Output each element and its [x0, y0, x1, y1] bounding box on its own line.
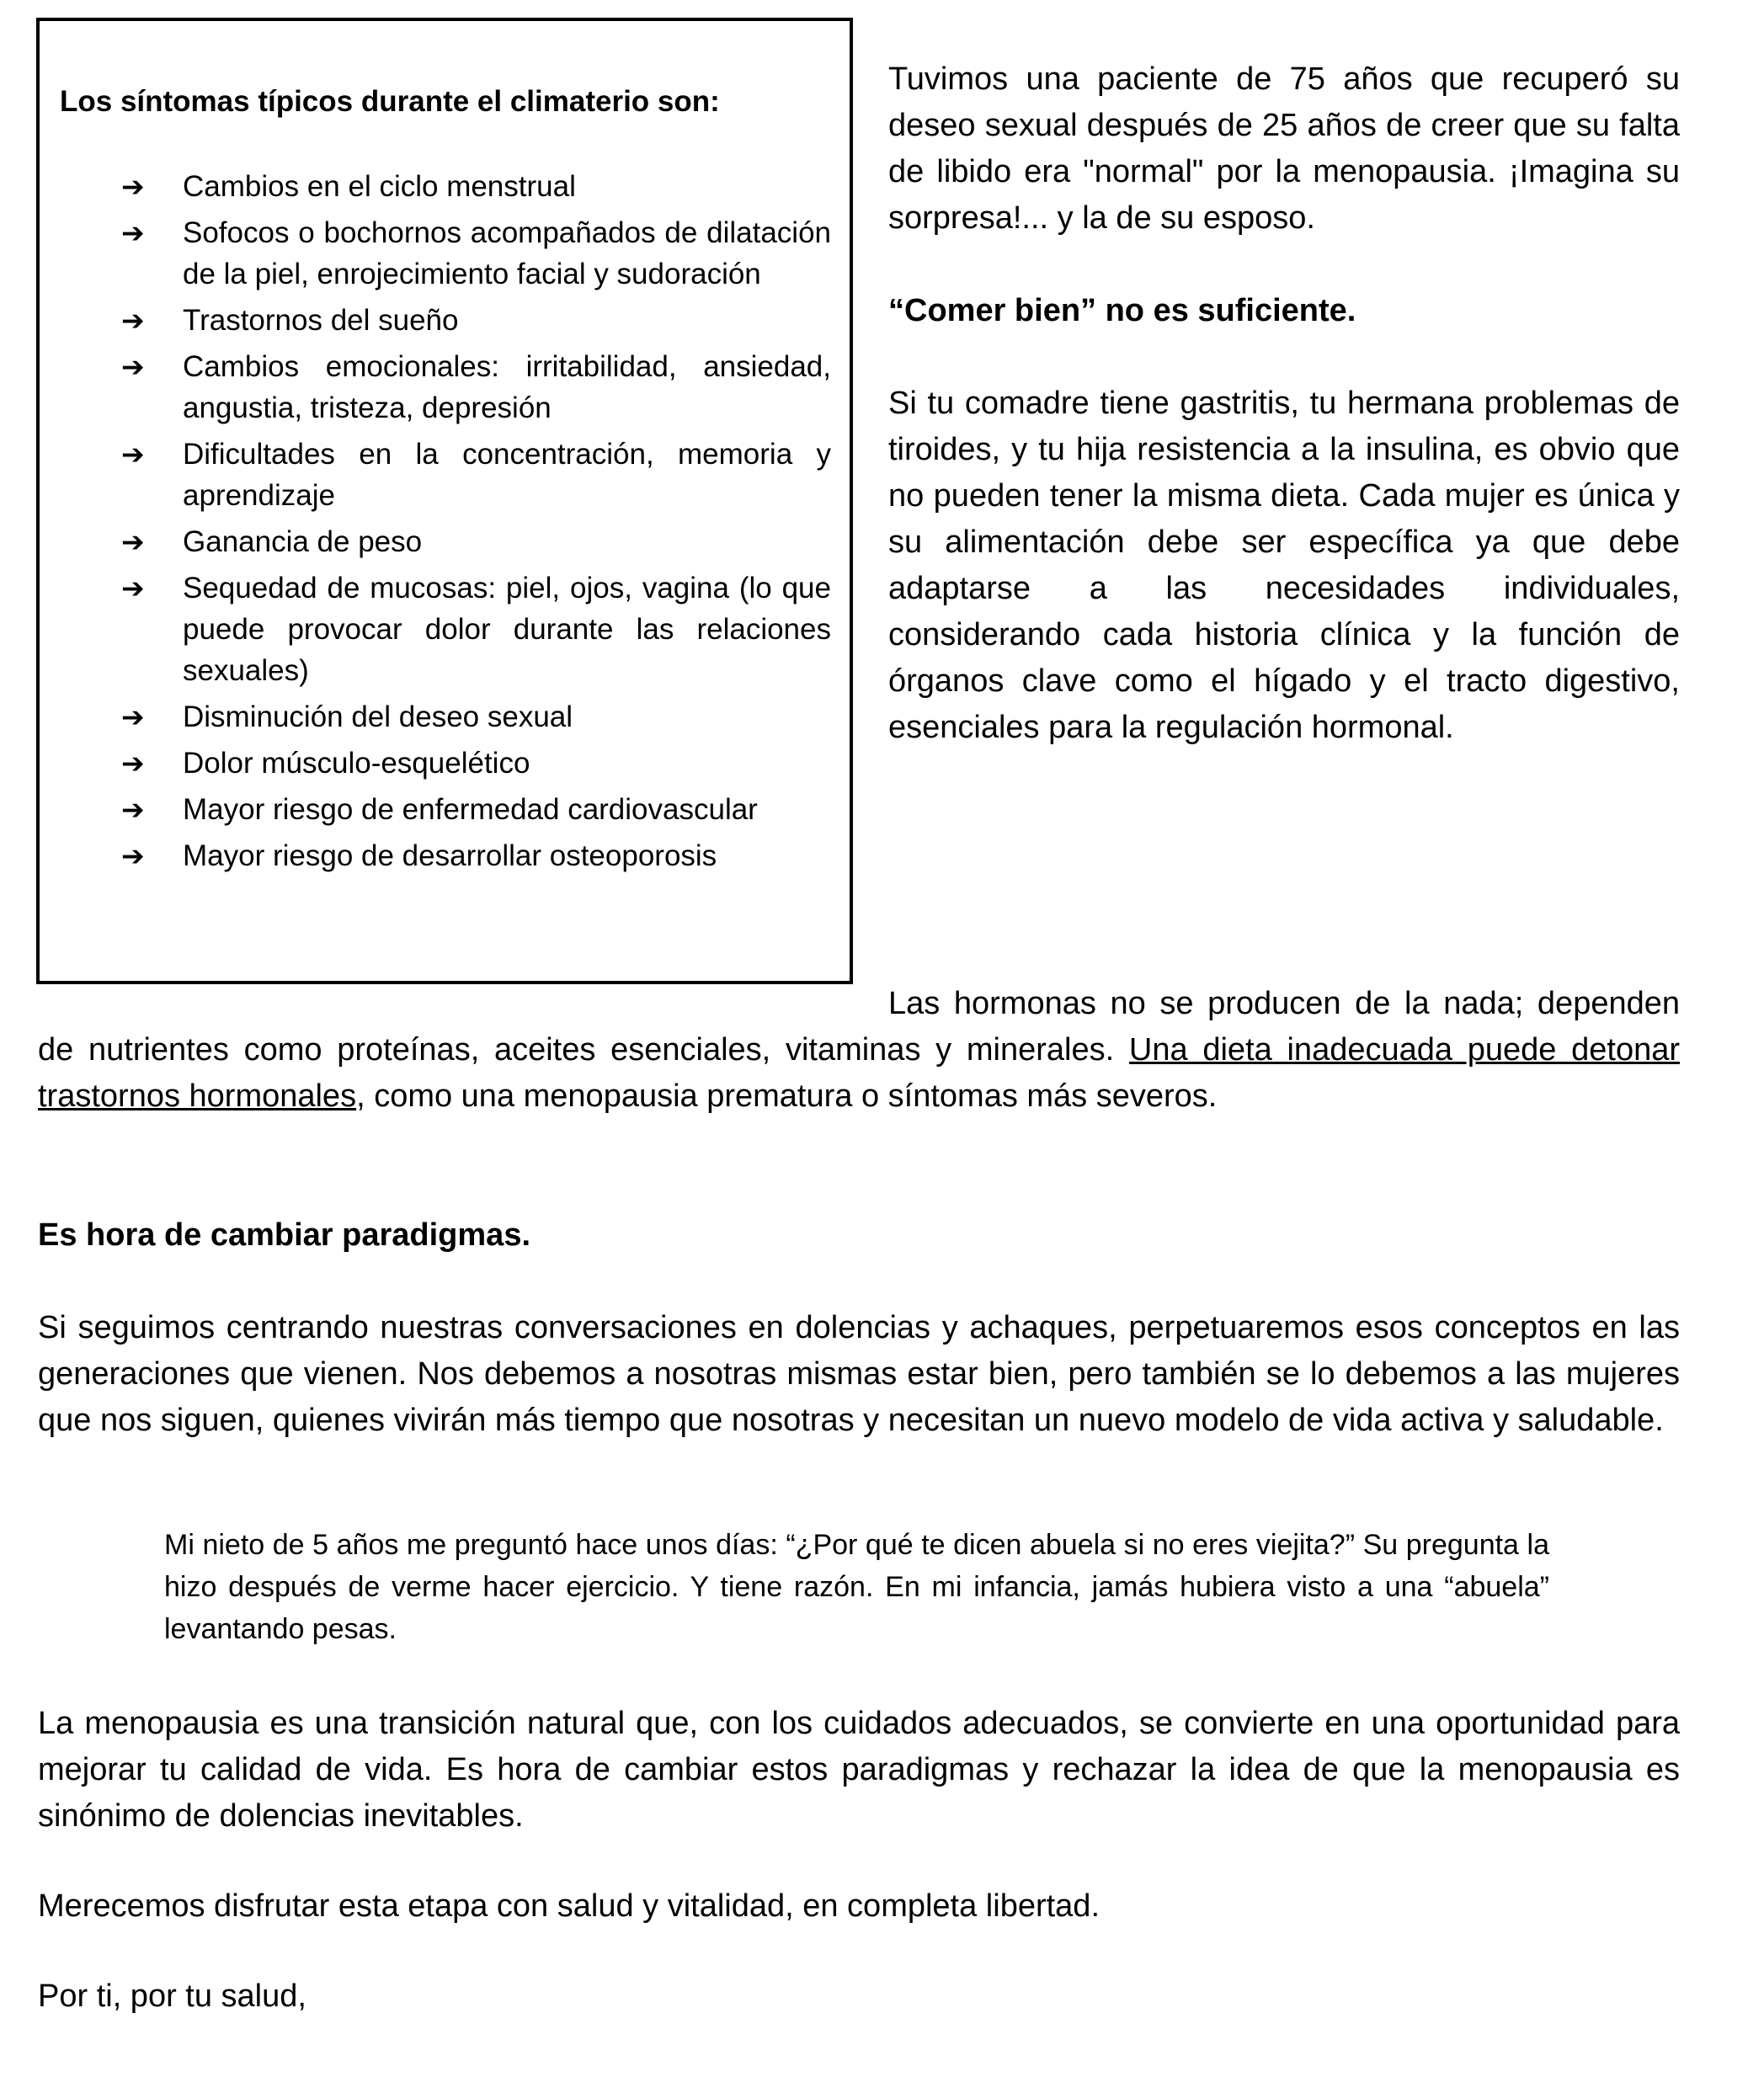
- symptoms-box: [36, 18, 853, 984]
- hormones-text-a: Las hormonas no se producen de la nada; dependen de nutrientes como proteínas, aceites esenciales, vitaminas y minerales.: [38, 986, 1680, 1068]
- right-column: [888, 56, 1680, 797]
- list-item: [40, 346, 846, 429]
- arrow-icon: ➔: [121, 350, 145, 383]
- list-item-text: Cambios emocionales: irritabilidad, ansiedad, angustia, tristeza, depresión: [183, 350, 831, 424]
- list-item-text: Trastornos del sueño: [183, 304, 459, 337]
- transition-paragraph: La menopausia es una transición natural que, con los cuidados adecuados, se convierte en una oportunidad para mejorar tu calidad de vida. Es hora de cambiar estos paradigmas y rechazar la idea de que la menopausia es sinónimo de dolencias inevitables.: [38, 1706, 1680, 1834]
- arrow-icon: ➔: [121, 839, 145, 872]
- hormones-paragraph: [38, 981, 1680, 1120]
- arrow-icon: ➔: [121, 572, 145, 604]
- list-item: [40, 212, 846, 295]
- list-item: [40, 300, 846, 341]
- paradigm-paragraph: Si seguimos centrando nuestras conversaciones en dolencias y achaques, perpetuaremos esos conceptos en las generaciones que vienen. Nos debemos a nosotras mismas estar bien, pero también se lo debemos a las mujeres que nos siguen, quienes vivirán más tiempo que nosotras y necesitan un nuevo modelo de vida activa y saludable.: [38, 1310, 1680, 1438]
- list-item: [40, 434, 846, 516]
- arrow-icon: ➔: [121, 304, 145, 337]
- list-item: [40, 521, 846, 562]
- closing-line: Por ti, por tu salud,: [38, 1978, 306, 2014]
- grandson-quote: Mi nieto de 5 años me preguntó hace unos días: “¿Por qué te dicen abuela si no eres viejita?” Su pregunta la hizo después de verme hacer ejercicio. Y tiene razón. En mi infancia, jamás hubiera visto a una “abuela” levantando pesas.: [164, 1529, 1549, 1645]
- list-item: [40, 743, 846, 784]
- arrow-icon: ➔: [121, 793, 145, 826]
- arrow-icon: ➔: [121, 747, 145, 780]
- arrow-icon: ➔: [121, 700, 145, 733]
- list-item: [40, 166, 846, 207]
- list-item-text: Sequedad de mucosas: piel, ojos, vagina (lo que puede provocar dolor durante las relaciones sexuales): [183, 572, 831, 687]
- hormones-underlined-text: Una dieta inadecuada puede detonar trastornos hormonales: [38, 1032, 1681, 1114]
- arrow-icon: ➔: [121, 170, 145, 203]
- arrow-icon: ➔: [121, 216, 145, 249]
- list-item: [40, 835, 846, 876]
- list-item-text: Ganancia de peso: [183, 525, 423, 558]
- list-item: [40, 789, 846, 830]
- arrow-icon: ➔: [121, 525, 145, 558]
- section-heading-paradigms: Es hora de cambiar paradigmas.: [38, 1217, 531, 1253]
- list-item-text: Sofocos o bochornos acompañados de dilatación de la piel, enrojecimiento facial y sudoración: [183, 216, 831, 290]
- list-item-text: Mayor riesgo de desarrollar osteoporosis: [183, 839, 717, 872]
- list-item-text: Dolor músculo-esquelético: [183, 747, 530, 780]
- symptoms-box-title: Los síntomas típicos durante el climaterio son:: [60, 85, 720, 118]
- patient-paragraph: Tuvimos una paciente de 75 años que recuperó su deseo sexual después de 25 años de creer que su falta de libido era "normal" por la menopausia. ¡Imagina su sorpresa!... y la de su esposo.: [888, 61, 1680, 236]
- list-item-text: Dificultades en la concentración, memoria y aprendizaje: [183, 438, 831, 512]
- list-item-text: Mayor riesgo de enfermedad cardiovascular: [183, 793, 758, 826]
- list-item: [40, 696, 846, 738]
- symptom-list: [40, 166, 846, 881]
- list-item: [40, 567, 846, 691]
- deserve-paragraph: Merecemos disfrutar esta etapa con salud y vitalidad, en completa libertad.: [38, 1888, 1100, 1924]
- diet-paragraph: Si tu comadre tiene gastritis, tu hermana problemas de tiroides, y tu hija resistencia a la insulina, es obvio que no pueden tener la misma dieta. Cada mujer es única y su alimentación debe ser específica ya que debe adaptarse a las necesidades individuales, considerando cada historia clínica y la función de órganos clave como el hígado y el tracto digestivo, esenciales para la regulación hormonal.: [888, 386, 1680, 745]
- list-item-text: Cambios en el ciclo menstrual: [183, 170, 576, 203]
- list-item-text: Disminución del deseo sexual: [183, 700, 573, 733]
- hormones-text-b: , como una menopausia prematura o síntomas más severos.: [356, 1078, 1218, 1114]
- section-heading-eat-well: “Comer bien” no es suficiente.: [888, 293, 1356, 328]
- arrow-icon: ➔: [121, 438, 145, 471]
